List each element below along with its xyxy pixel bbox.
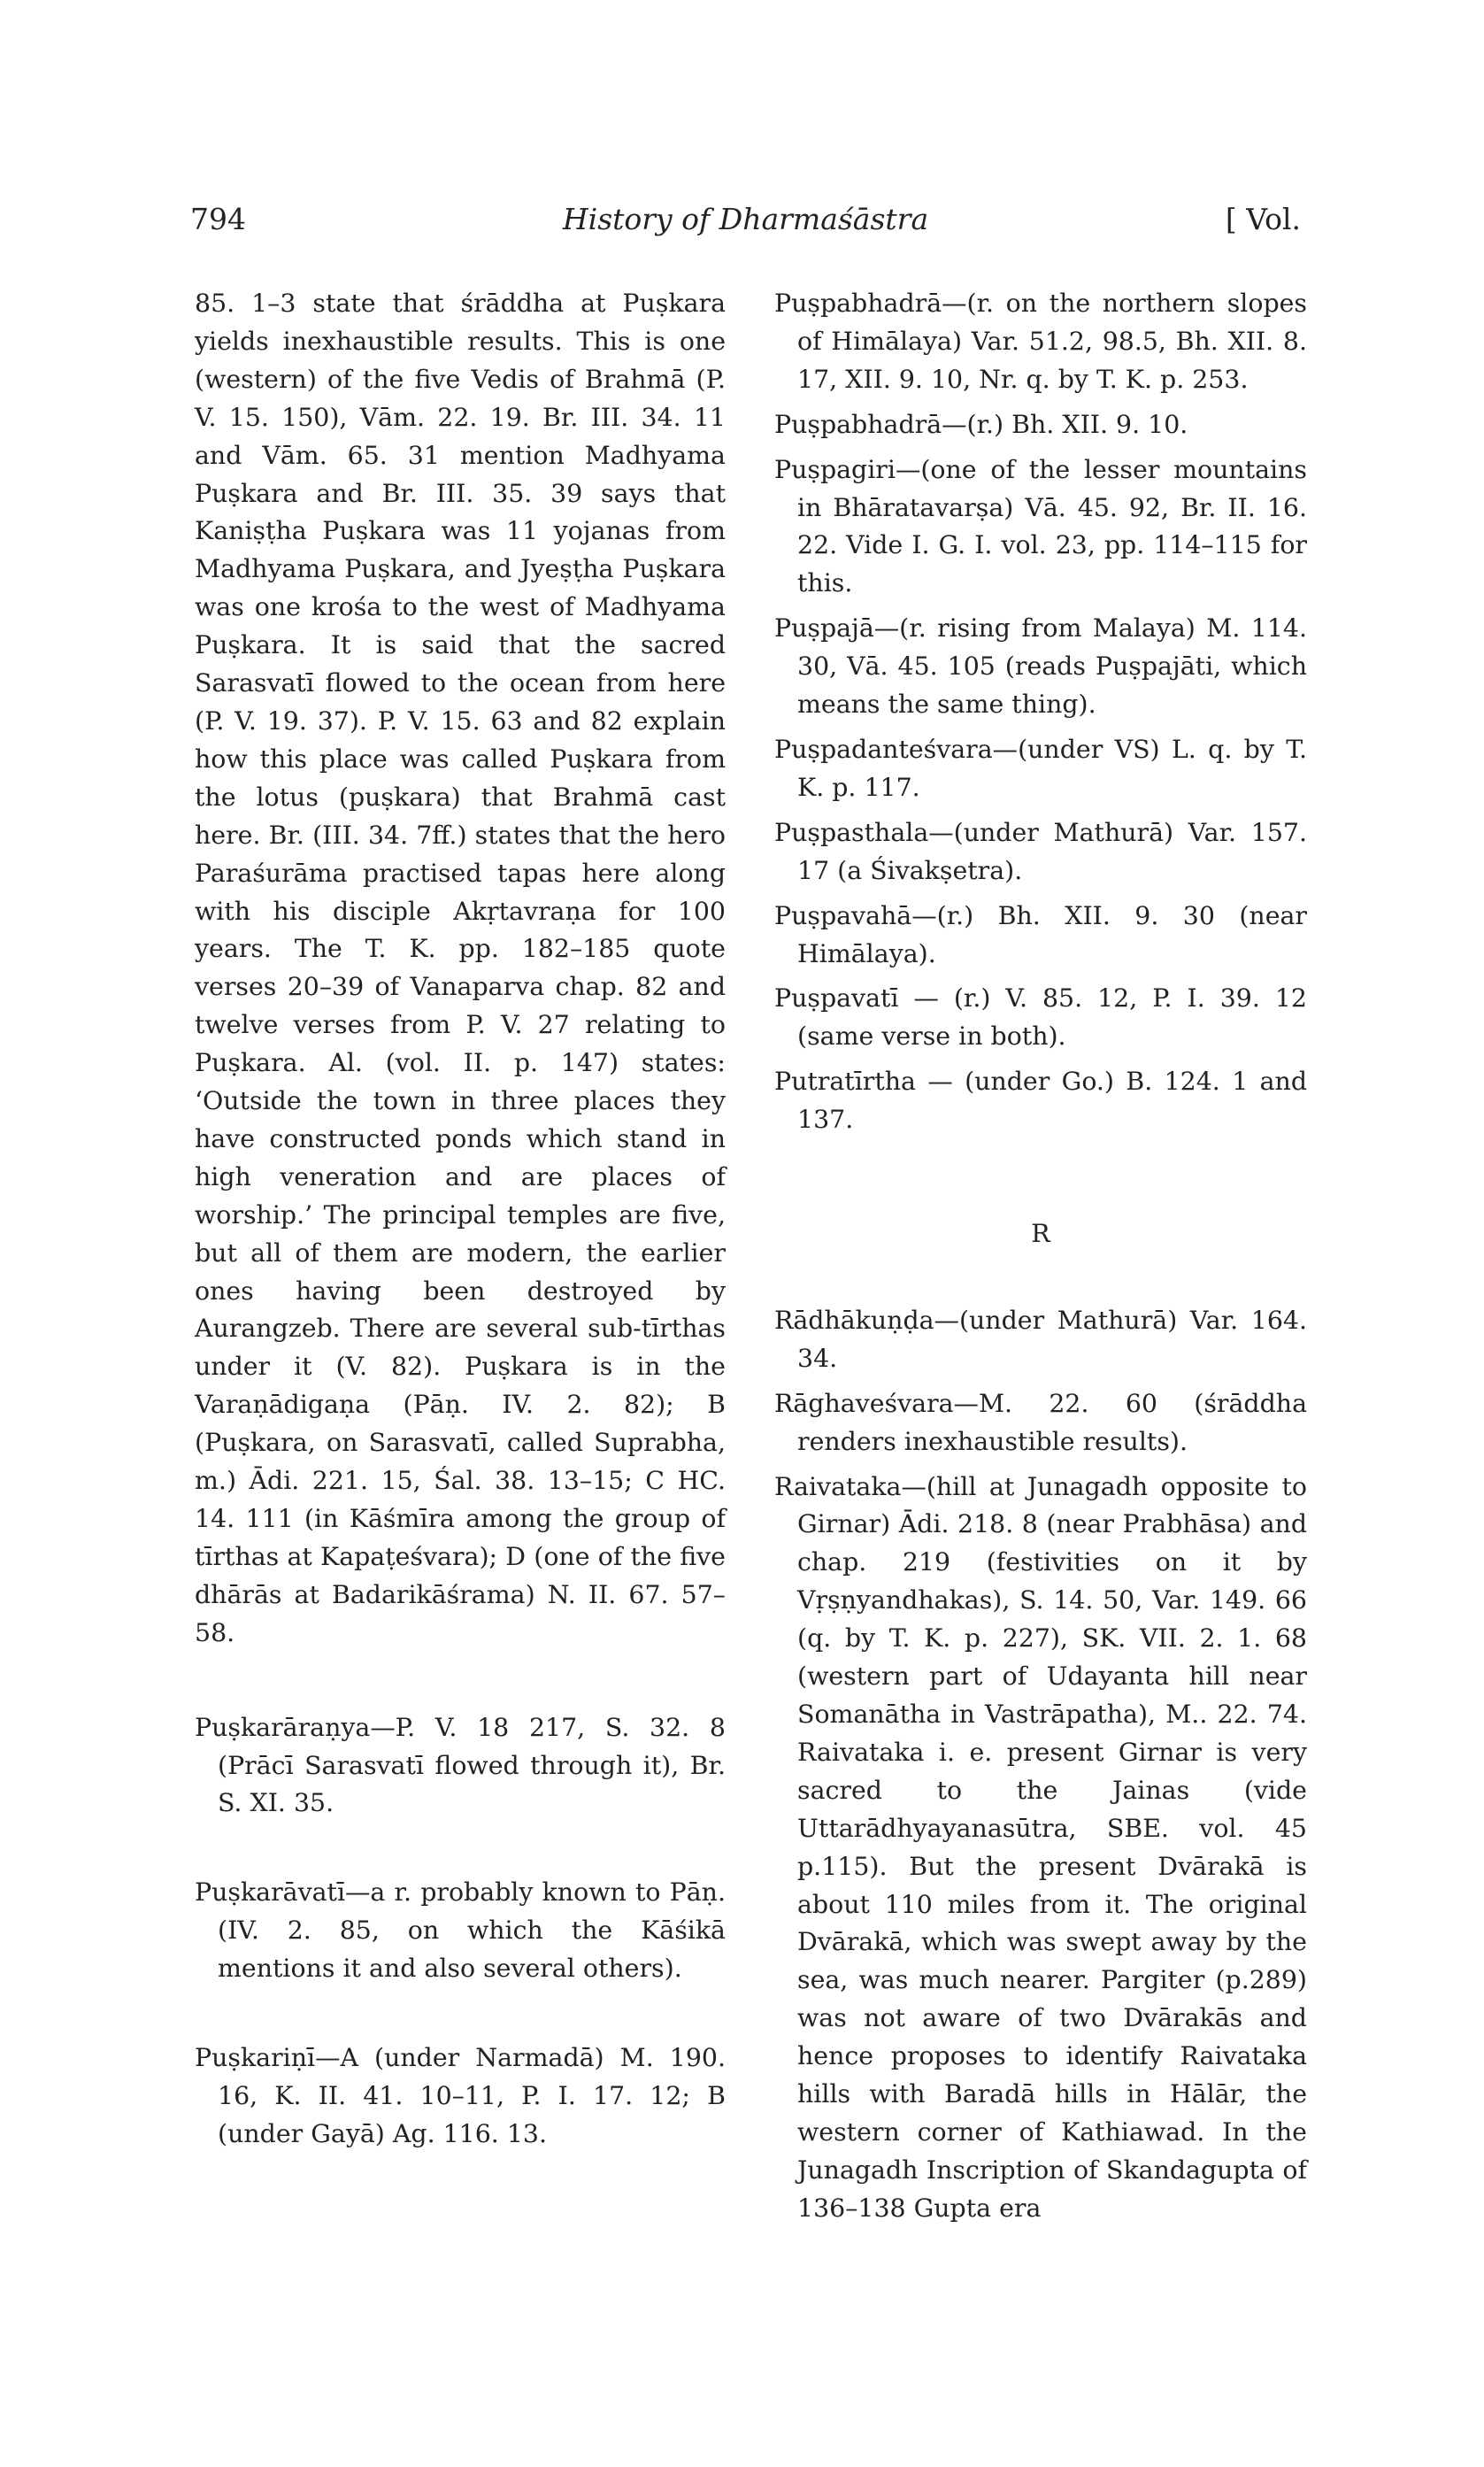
entry-puskara-continued: 85. 1–3 state that śrāddha at Puṣkara yields inexhaustible results. This is one (western) of the five Vedis of Brahmā (P. V. 15. 150), Vām. 22. 19. Br. III. 34. 11 and Vām. 65. 31 mention Madhyama Puṣkara and Br. III. 35. 39 says that Kaniṣṭha Puṣkara was 11 yojanas from Madhyama Puṣkara, and Jyeṣṭha Puṣkara was one krośa to the west of Madhyama Puṣkara. It is said that the sacred Sarasvatī flowed to the ocean from here (P. V. 19. 37). P. V. 15. 63 and 82 explain how this place was called Puṣkara from the lotus (puṣkara) that Brahmā cast here. Br. (III. 34. 7ff.) states that the hero Paraśurāma practised tapas here along with his disciple Akṛtavraṇa for 100 years. The T. K. pp. 182–185 quote verses 20–39 of Vanaparva chap. 82 and twelve verses from P. V. 27 relating to Puṣkara. Al. (vol. II. p. 147) states: ‘Outside the town in three places they have constructed ponds which stand in high veneration and are places of worship.’ The principal temples are five, but all of them are modern, the earlier ones having been destroyed by Aurangzeb. There are several sub-tīrthas under it (V. 82). Puṣkara is in the Varaṇādigaṇa (Pāṇ. IV. 2. 82); B (Puṣkara, on Sarasvatī, called Suprabha, m.) Ādi. 221. 15, Śal. 38. 13–15; C HC. 14. 111 (in Kāśmīra among the group of tīrthas at Kapaṭeśvara); D (one of the five dhārās at Badarikāśrama) N. II. 67. 57–58. bbox=[195, 289, 726, 1647]
section-letter-heading: R bbox=[1031, 1219, 1050, 1249]
entry-puskaravati: Puṣkarāvatī—a r. probably known to Pāṇ. (IV. 2. 85, on which the Kāśikā mentions it and also several others). bbox=[195, 1877, 726, 1984]
entry-puskarini: Puṣkariṇī—A (under Narmadā) M. 190. 16, K. II. 41. 10–11, P. I. 17. 12; B (under Gayā) Ag. 116. 13. bbox=[195, 2043, 726, 2148]
page-number: 794 bbox=[190, 202, 246, 236]
running-title: History of Dharmaśāstra bbox=[562, 202, 929, 236]
left-column bbox=[195, 285, 726, 2154]
entry-puspasthala: Puṣpasthala—(under Mathurā) Var. 157. 17 (a Śivakṣetra). bbox=[774, 817, 1307, 885]
entry-radhakunda: Rādhākuṇḍa—(under Mathurā) Var. 164. 34. bbox=[774, 1305, 1307, 1373]
entry-putratirtha: Putratīrtha — (under Go.) B. 124. 1 and 137. bbox=[774, 1067, 1307, 1135]
entry-raivataka: Raivataka—(hill at Junagadh opposite to Girnar) Ādi. 218. 8 (near Prabhāsa) and chap. 219 (festivities on it by Vṛṣṇyandhakas), S. 14. 50, Var. 149. 66 (q. by T. K. p. 227), SK. VII. 2. 1. 68 (western part of Udayanta hill near Somanātha in Vastrāpatha), M.. 22. 74. Raivataka i. e. present Girnar is very sacred to the Jainas (vide Uttarādhyayanasūtra, SBE. vol. 45 p.115). But the present Dvārakā is about 110 miles from it. The original Dvārakā, which was swept away by the sea, was much nearer. Pargiter (p.289) was not aware of two Dvārakās and hence proposes to identify Raivataka hills with Baradā hills in Hālār, the western corner of Kathiawad. In the Junagadh Inscription of Skandagupta of 136–138 Gupta era bbox=[774, 1471, 1307, 2223]
entry-puspagiri: Puṣpagiri—(one of the lesser mountains in Bhāratavarṣa) Vā. 45. 92, Br. II. 16. 22. Vide I. G. I. vol. 23, pp. 114–115 for this. bbox=[774, 454, 1307, 598]
volume-label: [ Vol. bbox=[1225, 202, 1301, 236]
entry-raghavesvara: Rāghaveśvara—M. 22. 60 (śrāddha renders inexhaustible results). bbox=[774, 1388, 1307, 1456]
entry-puspabhadra-2: Puṣpabhadrā—(r.) Bh. XII. 9. 10. bbox=[774, 409, 1188, 439]
running-header bbox=[190, 202, 1301, 246]
entry-puspavati: Puṣpavatī — (r.) V. 85. 12, P. I. 39. 12 (same verse in both). bbox=[774, 983, 1307, 1052]
right-column bbox=[774, 285, 1307, 2228]
entry-puspadantesvara: Puṣpadanteśvara—(under VS) L. q. by T. K. p. 117. bbox=[774, 734, 1307, 802]
entry-puspavaha: Puṣpavahā—(r.) Bh. XII. 9. 30 (near Himālaya). bbox=[774, 900, 1307, 968]
entry-puspabhadra-1: Puṣpabhadrā—(r. on the northern slopes of Himālaya) Var. 51.2, 98.5, Bh. XII. 8. 17, XII. 9. 10, Nr. q. by T. K. p. 253. bbox=[774, 289, 1307, 394]
entry-puspaja: Puṣpajā—(r. rising from Malaya) M. 114. 30, Vā. 45. 105 (reads Puṣpajāti, which means the same thing). bbox=[774, 613, 1307, 720]
entry-puskararanya: Puṣkarāraṇya—P. V. 18 217, S. 32. 8 (Prācī Sarasvatī flowed through it), Br. S. XI. 35. bbox=[195, 1712, 726, 1818]
